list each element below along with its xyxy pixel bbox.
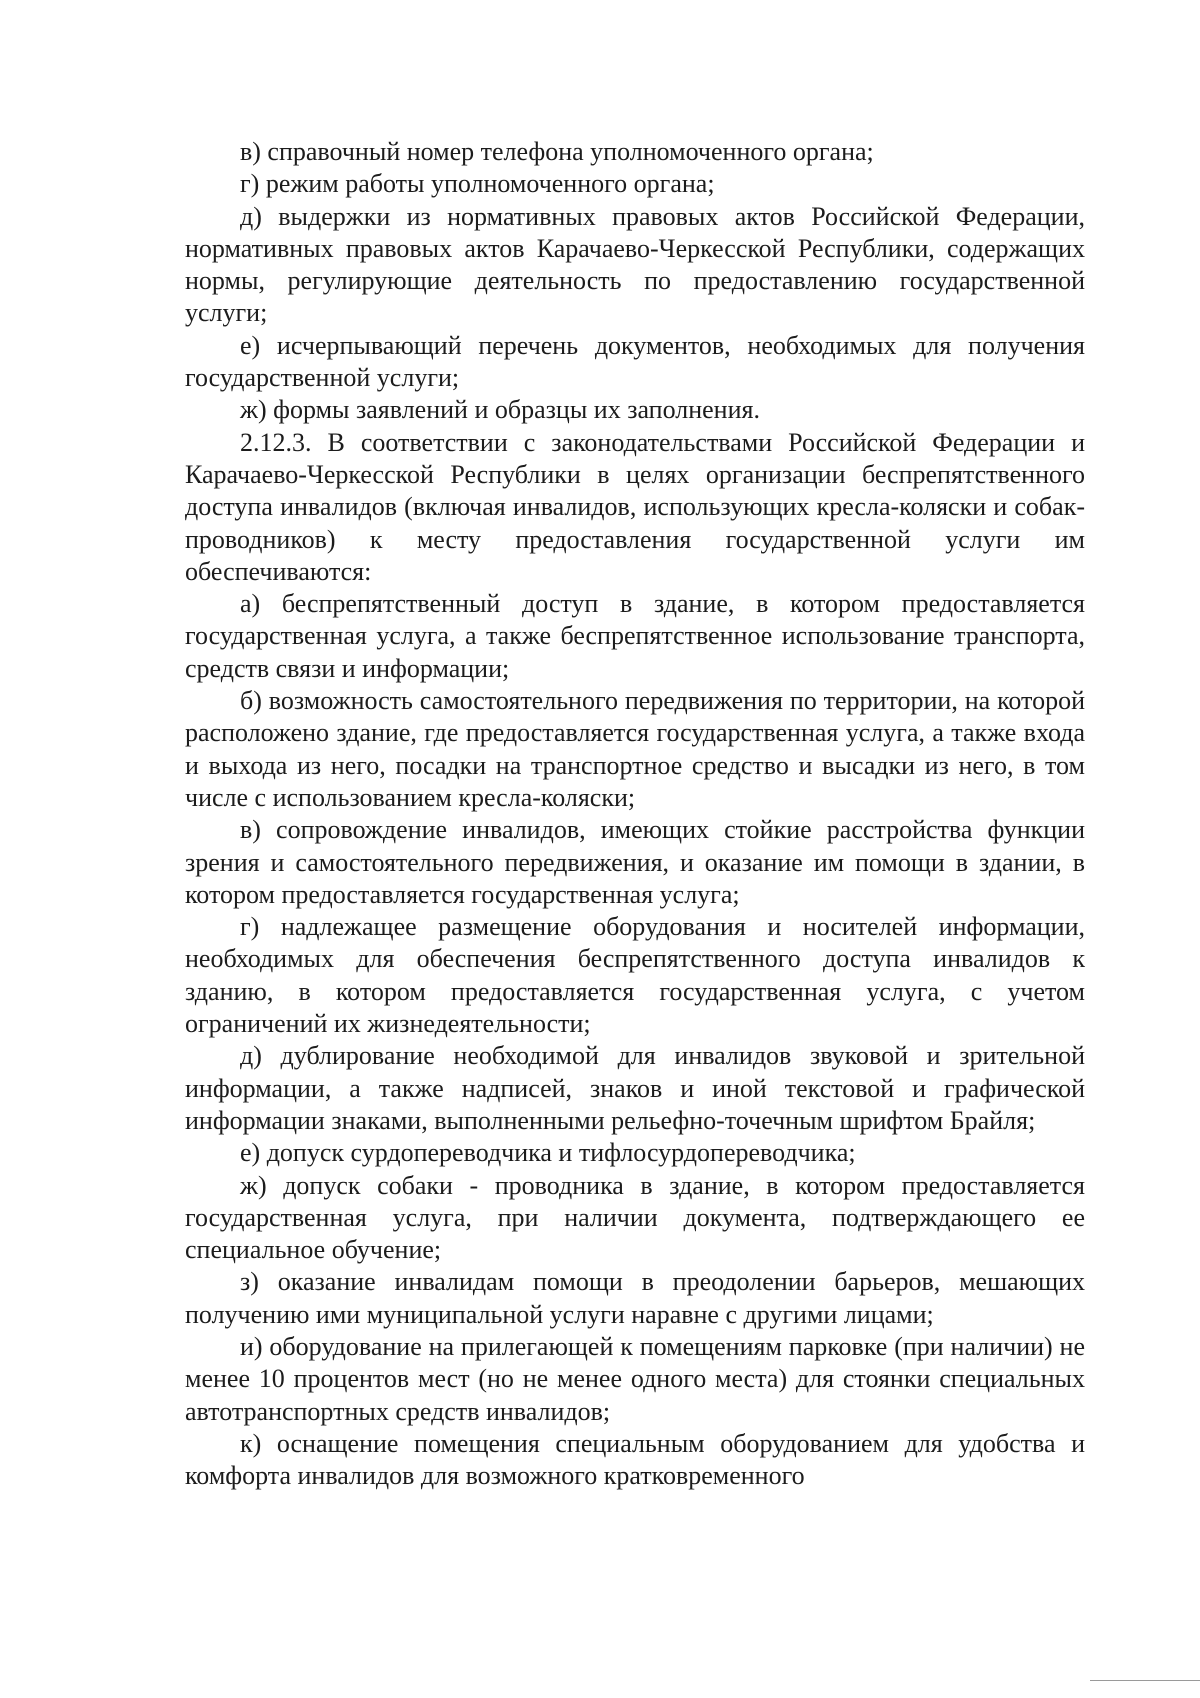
paragraph-item-z-barriers: з) оказание инвалидам помощи в преодолении барьеров, мешающих получению ими муниципальной услуги наравне с другими лицами; <box>185 1267 1085 1329</box>
paragraph-item-a-access: а) беспрепятственный доступ в здание, в котором предоставляется государственная услуга, а также беспрепятственное использование транспорта, средств связи и информации; <box>185 589 1085 683</box>
paragraph-item-g-schedule: г) режим работы уполномоченного органа; <box>240 169 715 199</box>
document-body <box>185 136 1085 1492</box>
paragraph-item-i-parking: и) оборудование на прилегающей к помещениям парковке (при наличии) не менее 10 процентов мест (но не менее одного места) для стоянки специальных автотранспортных средств инвалидов; <box>185 1331 1085 1426</box>
paragraph-item-b-movement: б) возможность самостоятельного передвижения по территории, на которой расположено здание, где предоставляется государственная услуга, а также входа и выхода из него, посадки на транспортное средство и высадки из него, в том числе с использованием кресла-коляски; <box>185 686 1085 812</box>
paragraph-item-e-interpreter: е) допуск сурдопереводчика и тифлосурдопереводчика; <box>240 1138 856 1168</box>
paragraph-item-d-legal-extracts: д) выдержки из нормативных правовых актов Российской Федерации, нормативных правовых актов Карачаево-Черкесской Республики, содержащих нормы, регулирующие деятельность по предоставлению государственной услуги; <box>185 201 1085 328</box>
paragraph-item-g-equipment: г) надлежащее размещение оборудования и носителей информации, необходимых для обеспечения беспрепятственного доступа инвалидов к зданию, в котором предоставляется государственная услуга, с учетом ограничений их жизнедеятельности; <box>185 912 1085 1039</box>
paragraph-section-2-12-3: 2.12.3. В соответствии с законодательствами Российской Федерации и Карачаево-Черкесской Республики в целях организации беспрепятственного доступа инвалидов (включая инвалидов, использующих кресла-коляски и собак-проводников) к месту предоставления государственной услуги им обеспечиваются: <box>185 427 1085 586</box>
paragraph-item-zh-guide-dog: ж) допуск собаки - проводника в здание, в котором предоставляется государственная услуга, при наличии документа, подтверждающего ее специальное обучение; <box>185 1170 1085 1265</box>
scan-edge-line <box>1090 1680 1200 1681</box>
paragraph-item-zh-forms: ж) формы заявлений и образцы их заполнения. <box>240 395 760 425</box>
paragraph-item-e-documents-list: е) исчерпывающий перечень документов, необходимых для получения государственной услуги; <box>185 330 1085 393</box>
paragraph-item-v-escort: в) сопровождение инвалидов, имеющих стойкие расстройства функции зрения и самостоятельного передвижения, и оказание им помощи в здании, в котором предоставляется государственная услуга; <box>185 815 1085 909</box>
paragraph-item-v-phone: в) справочный номер телефона уполномоченного органа; <box>240 137 874 166</box>
paragraph-item-k-comfort: к) оснащение помещения специальным оборудованием для удобства и комфорта инвалидов для возможного кратковременного <box>185 1428 1085 1491</box>
paragraph-item-d-braille: д) дублирование необходимой для инвалидов звуковой и зрительной информации, а также надписей, знаков и иной текстовой и графической информации знаками, выполненными рельефно-точечным шрифтом Брайля; <box>185 1041 1085 1135</box>
